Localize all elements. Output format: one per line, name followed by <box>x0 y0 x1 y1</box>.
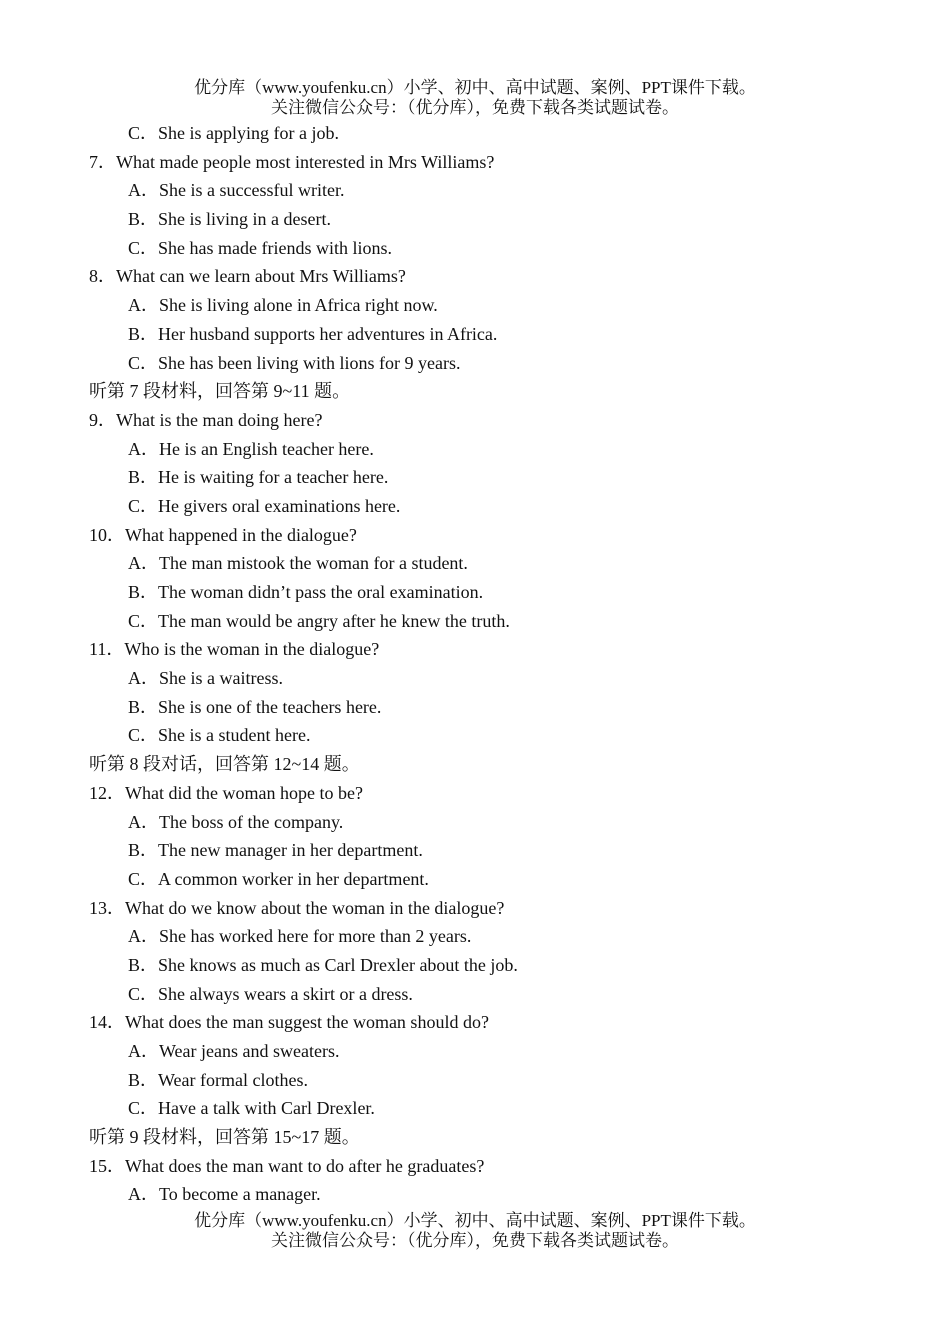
answer-option: C．He givers oral examinations here. <box>128 495 401 516</box>
answer-option: B．The new manager in her department. <box>128 840 423 861</box>
answer-option: B．She is living in a desert. <box>128 209 331 230</box>
footer-line-2: 关注微信公众号：（优分库），免费下载各类试题试卷。 <box>271 1231 679 1250</box>
answer-option: A．Wear jeans and sweaters. <box>128 1041 340 1061</box>
answer-option: C．She always wears a skirt or a dress. <box>128 983 413 1004</box>
answer-option: B．Wear formal clothes. <box>128 1069 308 1090</box>
answer-option: A．The man mistook the woman for a student. <box>128 553 468 574</box>
answer-option: B．She is one of the teachers here. <box>128 696 382 717</box>
answer-option: C．A common worker in her department. <box>128 868 429 889</box>
answer-option: A．The boss of the company. <box>128 811 344 832</box>
question-stem: 13．What do we know about the woman in the dialogue? <box>89 897 505 918</box>
answer-option: C．She is applying for a job. <box>128 123 339 143</box>
answer-option: A．She is a waitress. <box>128 668 283 689</box>
question-stem: 8．What can we learn about Mrs Williams? <box>89 266 406 287</box>
question-stem: 9．What is the man doing here? <box>89 409 323 430</box>
section-instruction: 听第 9 段材料，回答第 15~17 题。 <box>89 1127 360 1148</box>
question-stem: 11．Who is the woman in the dialogue? <box>89 639 380 660</box>
page-header <box>0 78 950 118</box>
answer-option: C．She is a student here. <box>128 725 311 746</box>
answer-option: A．To become a manager. <box>128 1184 321 1205</box>
footer-line-1: 优分库（www.youfenku.cn）小学、初中、高中试题、案例、PPT课件下载。 <box>194 1211 756 1230</box>
section-instruction: 听第 8 段对话，回答第 12~14 题。 <box>89 754 360 775</box>
question-list <box>0 119 950 1209</box>
answer-option: C．The man would be angry after he knew the truth. <box>128 610 510 631</box>
section-instruction: 听第 7 段材料，回答第 9~11 题。 <box>89 381 351 402</box>
question-stem: 12．What did the woman hope to be? <box>89 782 363 803</box>
question-stem: 14．What does the man suggest the woman should do? <box>89 1012 489 1033</box>
answer-option: B．She knows as much as Carl Drexler about the job. <box>128 954 518 975</box>
header-line-2: 关注微信公众号：（优分库），免费下载各类试题试卷。 <box>271 98 679 117</box>
answer-option: C．Have a talk with Carl Drexler. <box>128 1098 375 1119</box>
question-stem: 7．What made people most interested in Mrs Williams? <box>89 151 495 172</box>
answer-option: B．He is waiting for a teacher here. <box>128 467 389 488</box>
answer-option: B．Her husband supports her adventures in Africa. <box>128 323 498 344</box>
page-footer <box>0 1211 950 1251</box>
question-stem: 10．What happened in the dialogue? <box>89 524 357 545</box>
answer-option: A．He is an English teacher here. <box>128 438 374 459</box>
answer-option: A．She is living alone in Africa right now. <box>128 295 438 316</box>
answer-option: B．The woman didn’t pass the oral examination. <box>128 582 484 602</box>
answer-option: A．She is a successful writer. <box>128 180 345 201</box>
header-line-1: 优分库（www.youfenku.cn）小学、初中、高中试题、案例、PPT课件下载。 <box>194 78 756 97</box>
answer-option: C．She has been living with lions for 9 years. <box>128 352 461 373</box>
question-stem: 15．What does the man want to do after he graduates? <box>89 1155 485 1176</box>
answer-option: A．She has worked here for more than 2 years. <box>128 926 472 947</box>
answer-option: C．She has made friends with lions. <box>128 237 392 258</box>
